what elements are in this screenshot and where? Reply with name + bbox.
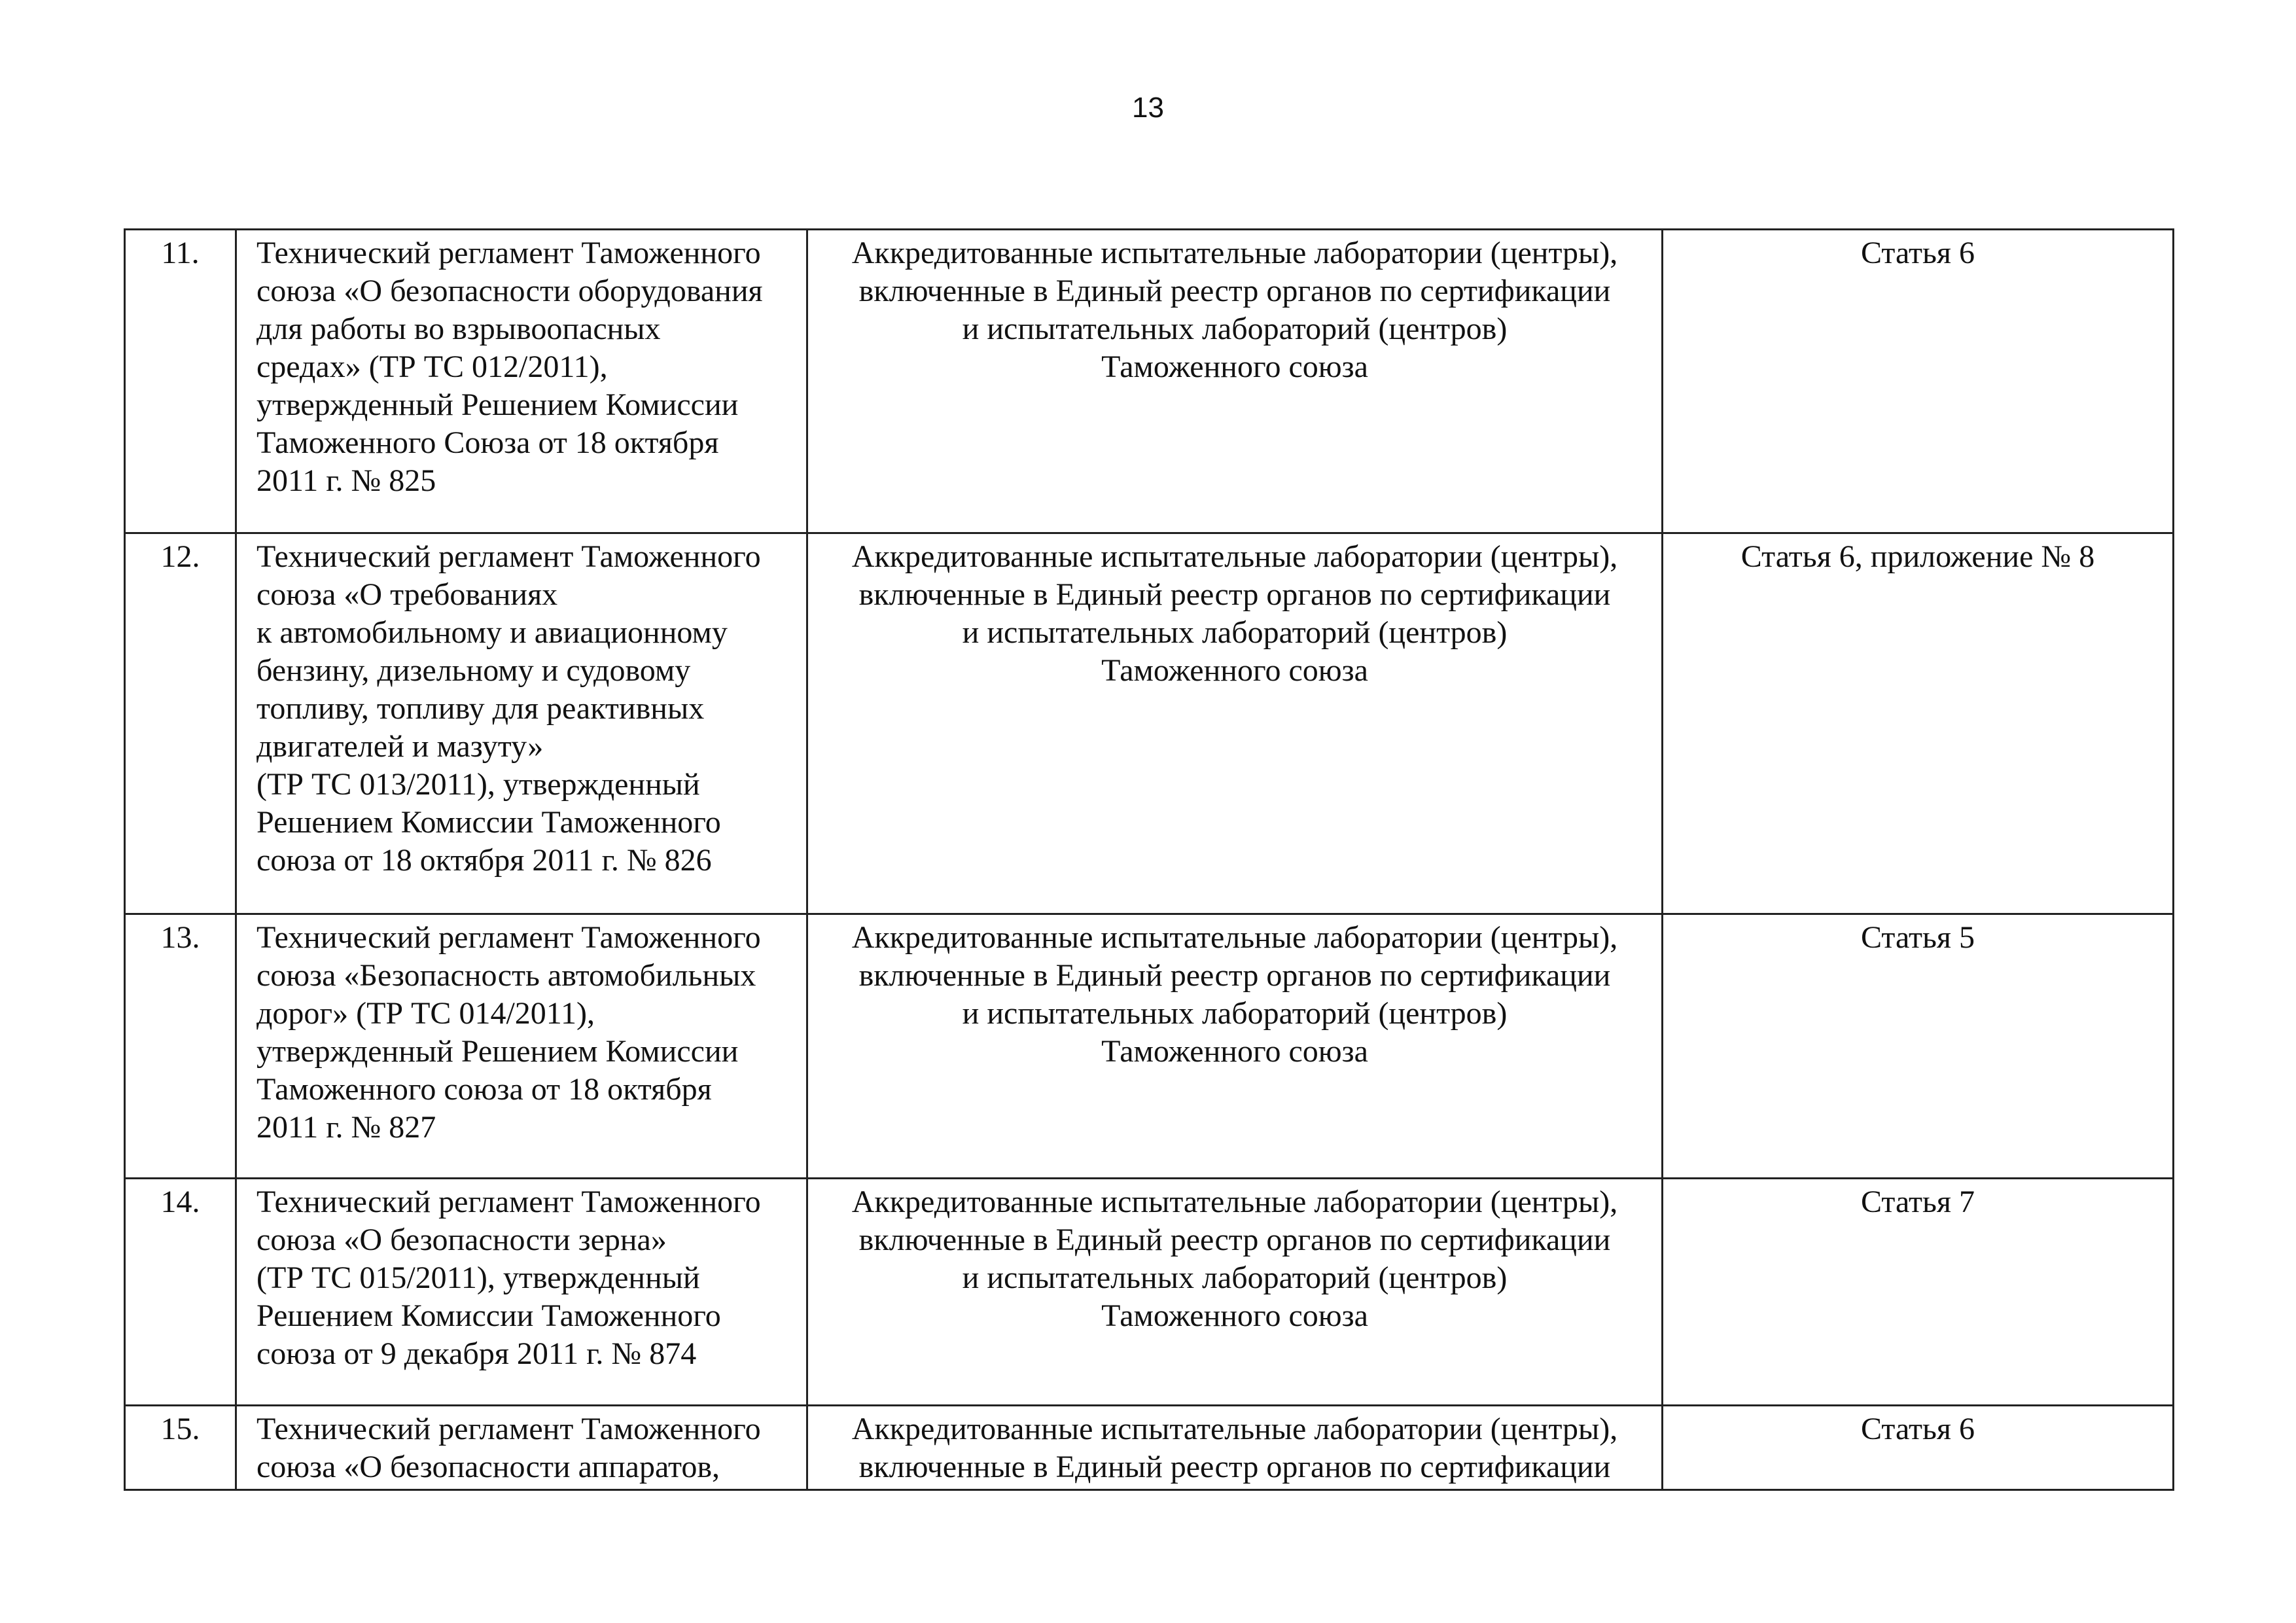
regulation-line: Решением Комиссии Таможенного: [256, 1298, 721, 1333]
regulation-line: к автомобильному и авиационному: [256, 615, 728, 650]
table-row: [125, 230, 2174, 533]
laboratories-cell: [807, 1406, 1663, 1490]
laboratories-line: и испытательных лабораторий (центров): [962, 312, 1508, 346]
regulation-line: 2011 г. № 827: [256, 1110, 436, 1145]
regulation-line: для работы во взрывоопасных: [256, 312, 661, 346]
table-row: [125, 914, 2174, 1179]
laboratories-line: Аккредитованные испытательные лаборатории (центры),: [851, 236, 1618, 270]
laboratories-line: Аккредитованные испытательные лаборатории (центры),: [851, 1185, 1618, 1219]
regulation-line: Технический регламент Таможенного: [256, 539, 761, 574]
laboratories-line: включенные в Единый реестр органов по сертификации: [858, 958, 1611, 993]
laboratories-line: включенные в Единый реестр органов по сертификации: [858, 1222, 1611, 1257]
page-number: 13: [1132, 92, 1164, 124]
laboratories-line: Аккредитованные испытательные лаборатории (центры),: [851, 1412, 1618, 1446]
regulation-line: средах» (ТР ТС 012/2011),: [256, 349, 608, 384]
regulation-line: (ТР ТС 015/2011), утвержденный: [256, 1260, 700, 1295]
regulation-cell: [236, 1406, 807, 1490]
regulation-line: двигателей и мазуту»: [256, 729, 544, 764]
regulation-line: утвержденный Решением Комиссии: [256, 387, 739, 422]
laboratories-line: включенные в Единый реестр органов по сертификации: [858, 577, 1611, 612]
table-row: [125, 1406, 2174, 1490]
table-row: [125, 533, 2174, 914]
laboratories-cell: [807, 230, 1663, 533]
laboratories-line: Таможенного союза: [1101, 1298, 1368, 1333]
regulation-line: Технический регламент Таможенного: [256, 920, 761, 955]
laboratories-line: Таможенного союза: [1101, 653, 1368, 688]
regulation-cell: [236, 533, 807, 914]
regulations-table: [124, 228, 2174, 1491]
regulation-cell: [236, 1179, 807, 1406]
laboratories-line: включенные в Единый реестр органов по сертификации: [858, 1450, 1611, 1484]
regulation-line: Технический регламент Таможенного: [256, 236, 761, 270]
row-number: 15.: [125, 1406, 236, 1490]
row-number: 13.: [125, 914, 236, 1179]
regulation-line: дорог» (ТР ТС 014/2011),: [256, 996, 595, 1031]
regulation-line: Таможенного союза от 18 октября: [256, 1072, 712, 1107]
regulation-line: союза «Безопасность автомобильных: [256, 958, 756, 993]
regulation-line: союза от 18 октября 2011 г. № 826: [256, 843, 712, 878]
regulation-line: топливу, топливу для реактивных: [256, 691, 705, 726]
laboratories-cell: [807, 533, 1663, 914]
regulation-line: бензину, дизельному и судовому: [256, 653, 691, 688]
row-number: 11.: [125, 230, 236, 533]
regulation-line: союза «О безопасности оборудования: [256, 274, 763, 308]
regulation-line: Технический регламент Таможенного: [256, 1412, 761, 1446]
regulation-line: (ТР ТС 013/2011), утвержденный: [256, 767, 700, 802]
laboratories-line: включенные в Единый реестр органов по сертификации: [858, 274, 1611, 308]
regulation-line: союза от 9 декабря 2011 г. № 874: [256, 1336, 697, 1371]
laboratories-cell: [807, 1179, 1663, 1406]
article-cell: Статья 6: [1663, 230, 2174, 533]
article-cell: Статья 5: [1663, 914, 2174, 1179]
regulation-line: 2011 г. № 825: [256, 463, 436, 498]
regulation-line: Решением Комиссии Таможенного: [256, 805, 721, 840]
row-number: 14.: [125, 1179, 236, 1406]
table-row: [125, 1179, 2174, 1406]
regulation-line: союза «О требованиях: [256, 577, 558, 612]
regulation-line: Технический регламент Таможенного: [256, 1185, 761, 1219]
regulation-line: Таможенного Союза от 18 октября: [256, 425, 719, 460]
laboratories-cell: [807, 914, 1663, 1179]
article-cell: Статья 6, приложение № 8: [1663, 533, 2174, 914]
regulation-line: союза «О безопасности зерна»: [256, 1222, 667, 1257]
laboratories-line: Аккредитованные испытательные лаборатории (центры),: [851, 539, 1618, 574]
regulation-cell: [236, 914, 807, 1179]
laboratories-line: Аккредитованные испытательные лаборатории (центры),: [851, 920, 1618, 955]
laboratories-line: и испытательных лабораторий (центров): [962, 615, 1508, 650]
laboratories-line: и испытательных лабораторий (центров): [962, 996, 1508, 1031]
regulation-cell: [236, 230, 807, 533]
article-cell: Статья 7: [1663, 1179, 2174, 1406]
regulation-line: союза «О безопасности аппаратов,: [256, 1450, 720, 1484]
row-number: 12.: [125, 533, 236, 914]
laboratories-line: и испытательных лабораторий (центров): [962, 1260, 1508, 1295]
laboratories-line: Таможенного союза: [1101, 349, 1368, 384]
laboratories-line: Таможенного союза: [1101, 1034, 1368, 1069]
regulation-line: утвержденный Решением Комиссии: [256, 1034, 739, 1069]
article-cell: Статья 6: [1663, 1406, 2174, 1490]
